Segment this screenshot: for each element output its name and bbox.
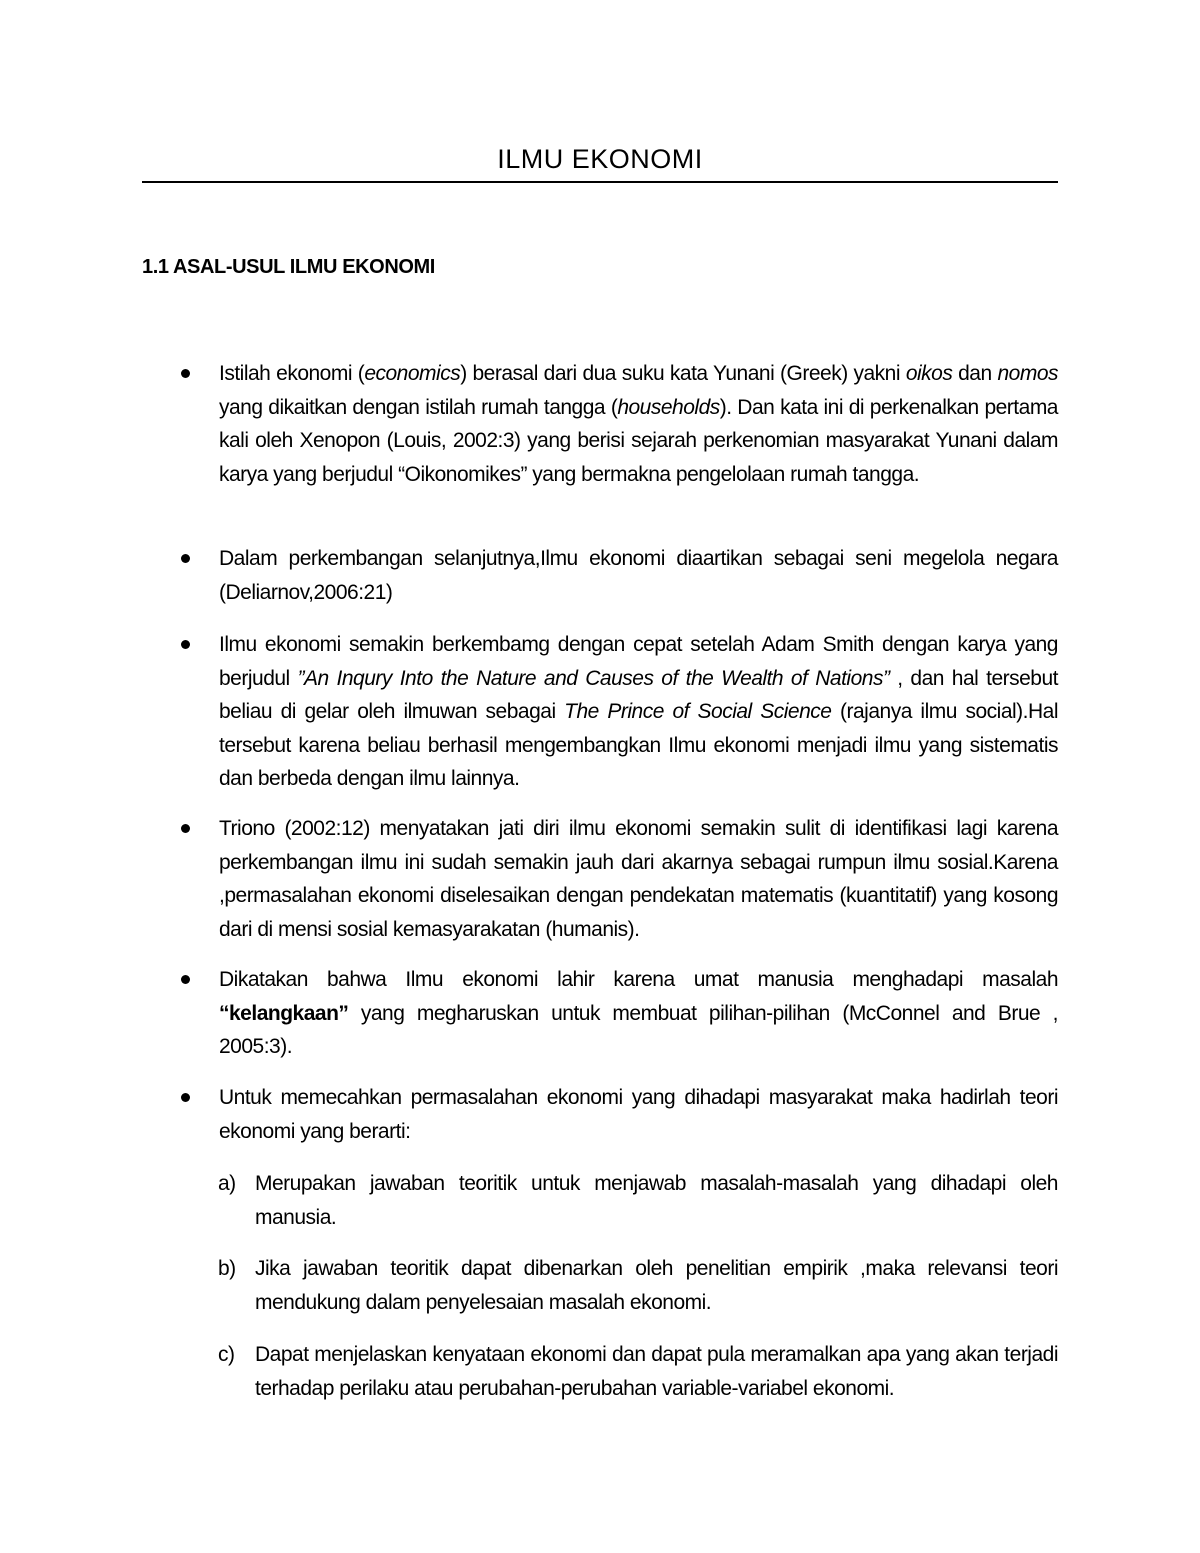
bullet-icon	[181, 975, 190, 984]
list-item	[219, 542, 1058, 609]
text-span: Dalam perkembangan selanjutnya,Ilmu ekonomi diaartikan sebagai seni megelola negara (Deliarnov,2006:21)	[219, 547, 1058, 604]
emphasis-term: households	[617, 395, 720, 419]
sub-list-item	[218, 1338, 1058, 1405]
title-underline	[142, 181, 1058, 183]
bullet-icon	[181, 640, 190, 649]
list-item	[219, 963, 1058, 1064]
text-span: Untuk memecahkan permasalahan ekonomi yang dihadapi masyarakat maka hadirlah teori ekonomi yang berarti:	[219, 1086, 1058, 1143]
list-marker: a)	[218, 1172, 236, 1195]
sub-list-item	[218, 1167, 1058, 1234]
list-item	[219, 812, 1058, 946]
bullet-icon	[181, 369, 190, 378]
text-span: yang dikaitkan dengan istilah rumah tangga (	[219, 395, 618, 419]
bullet-icon	[181, 554, 190, 563]
text-span: Triono (2002:12) menyatakan jati diri ilmu ekonomi semakin sulit di identifikasi lagi karena perkembangan ilmu ini sudah semakin jauh dari akarnya sebagai rumpun ilmu sosial.Karena ,permasalahan ekonomi diselesaikan dengan pendekatan matematis (kuantitatif) yang kosong dari di mensi sosial kemasyarakatan (humanis).	[219, 817, 1058, 941]
text-span: , dan hal tersebut beliau di gelar oleh ilmuwan sebagai	[219, 666, 1058, 724]
text-span: (rajanya ilmu social).Hal tersebut karena beliau berhasil mengembangkan Ilmu ekonomi menjadi ilmu yang sistematis dan berbeda dengan ilmu lainnya.	[219, 700, 1059, 791]
emphasis-term: oikos	[905, 362, 953, 385]
emphasis-term: nomos	[997, 362, 1058, 385]
bullet-icon	[181, 824, 190, 833]
text-span: Dapat menjelaskan kenyataan ekonomi dan dapat pula meramalkan apa yang akan terjadi terhadap perilaku atau perubahan-perubahan variable-variabel ekonomi.	[255, 1343, 1058, 1400]
list-marker: c)	[218, 1343, 235, 1366]
bullet-icon	[181, 1093, 190, 1102]
list-item	[219, 357, 1058, 491]
text-span: Ilmu ekonomi semakin berkembamg dengan cepat setelah Adam Smith dengan karya yang berjudul	[219, 633, 1058, 690]
text-span: Merupakan jawaban teoritik untuk menjawab masalah-masalah yang dihadapi oleh manusia.	[255, 1172, 1058, 1229]
text-span: Dikatakan bahwa Ilmu ekonomi lahir karena umat manusia menghadapi masalah	[219, 968, 1058, 991]
list-item	[219, 628, 1058, 796]
bold-term: “kelangkaan”	[219, 1001, 349, 1025]
book-title: ”An Inqury Into the Nature and Causes of the Wealth of Nations”	[297, 666, 890, 690]
honorific-title: The Prince of Social Science	[564, 700, 832, 724]
text-span: ). Dan kata ini di perkenalkan pertama kali oleh Xenopon (Louis, 2002:3) yang berisi sejarah perkenomian masyarakat Yunani dalam karya yang berjudul “Oikonomikes” yang bermakna pengelolaan rumah tangga.	[219, 395, 1058, 486]
page-title: ILMU EKONOMI	[497, 144, 703, 174]
emphasis-term: economics	[364, 362, 461, 385]
text-span: dan	[952, 362, 998, 385]
list-item	[219, 1081, 1058, 1148]
text-span: Jika jawaban teoritik dapat dibenarkan oleh penelitian empirik ,maka relevansi teori mendukung dalam penyelesaian masalah ekonomi.	[255, 1257, 1058, 1314]
section-heading: 1.1 ASAL-USUL ILMU EKONOMI	[142, 256, 435, 278]
text-span: yang megharuskan untuk membuat pilihan-pilihan (McConnel and Brue , 2005:3).	[219, 1001, 1058, 1059]
text-span: ) berasal dari dua suku kata Yunani (Greek) yakni	[460, 362, 906, 385]
list-marker: b)	[218, 1257, 236, 1280]
text-span: Istilah ekonomi (	[219, 362, 365, 385]
sub-list-item	[218, 1252, 1058, 1319]
